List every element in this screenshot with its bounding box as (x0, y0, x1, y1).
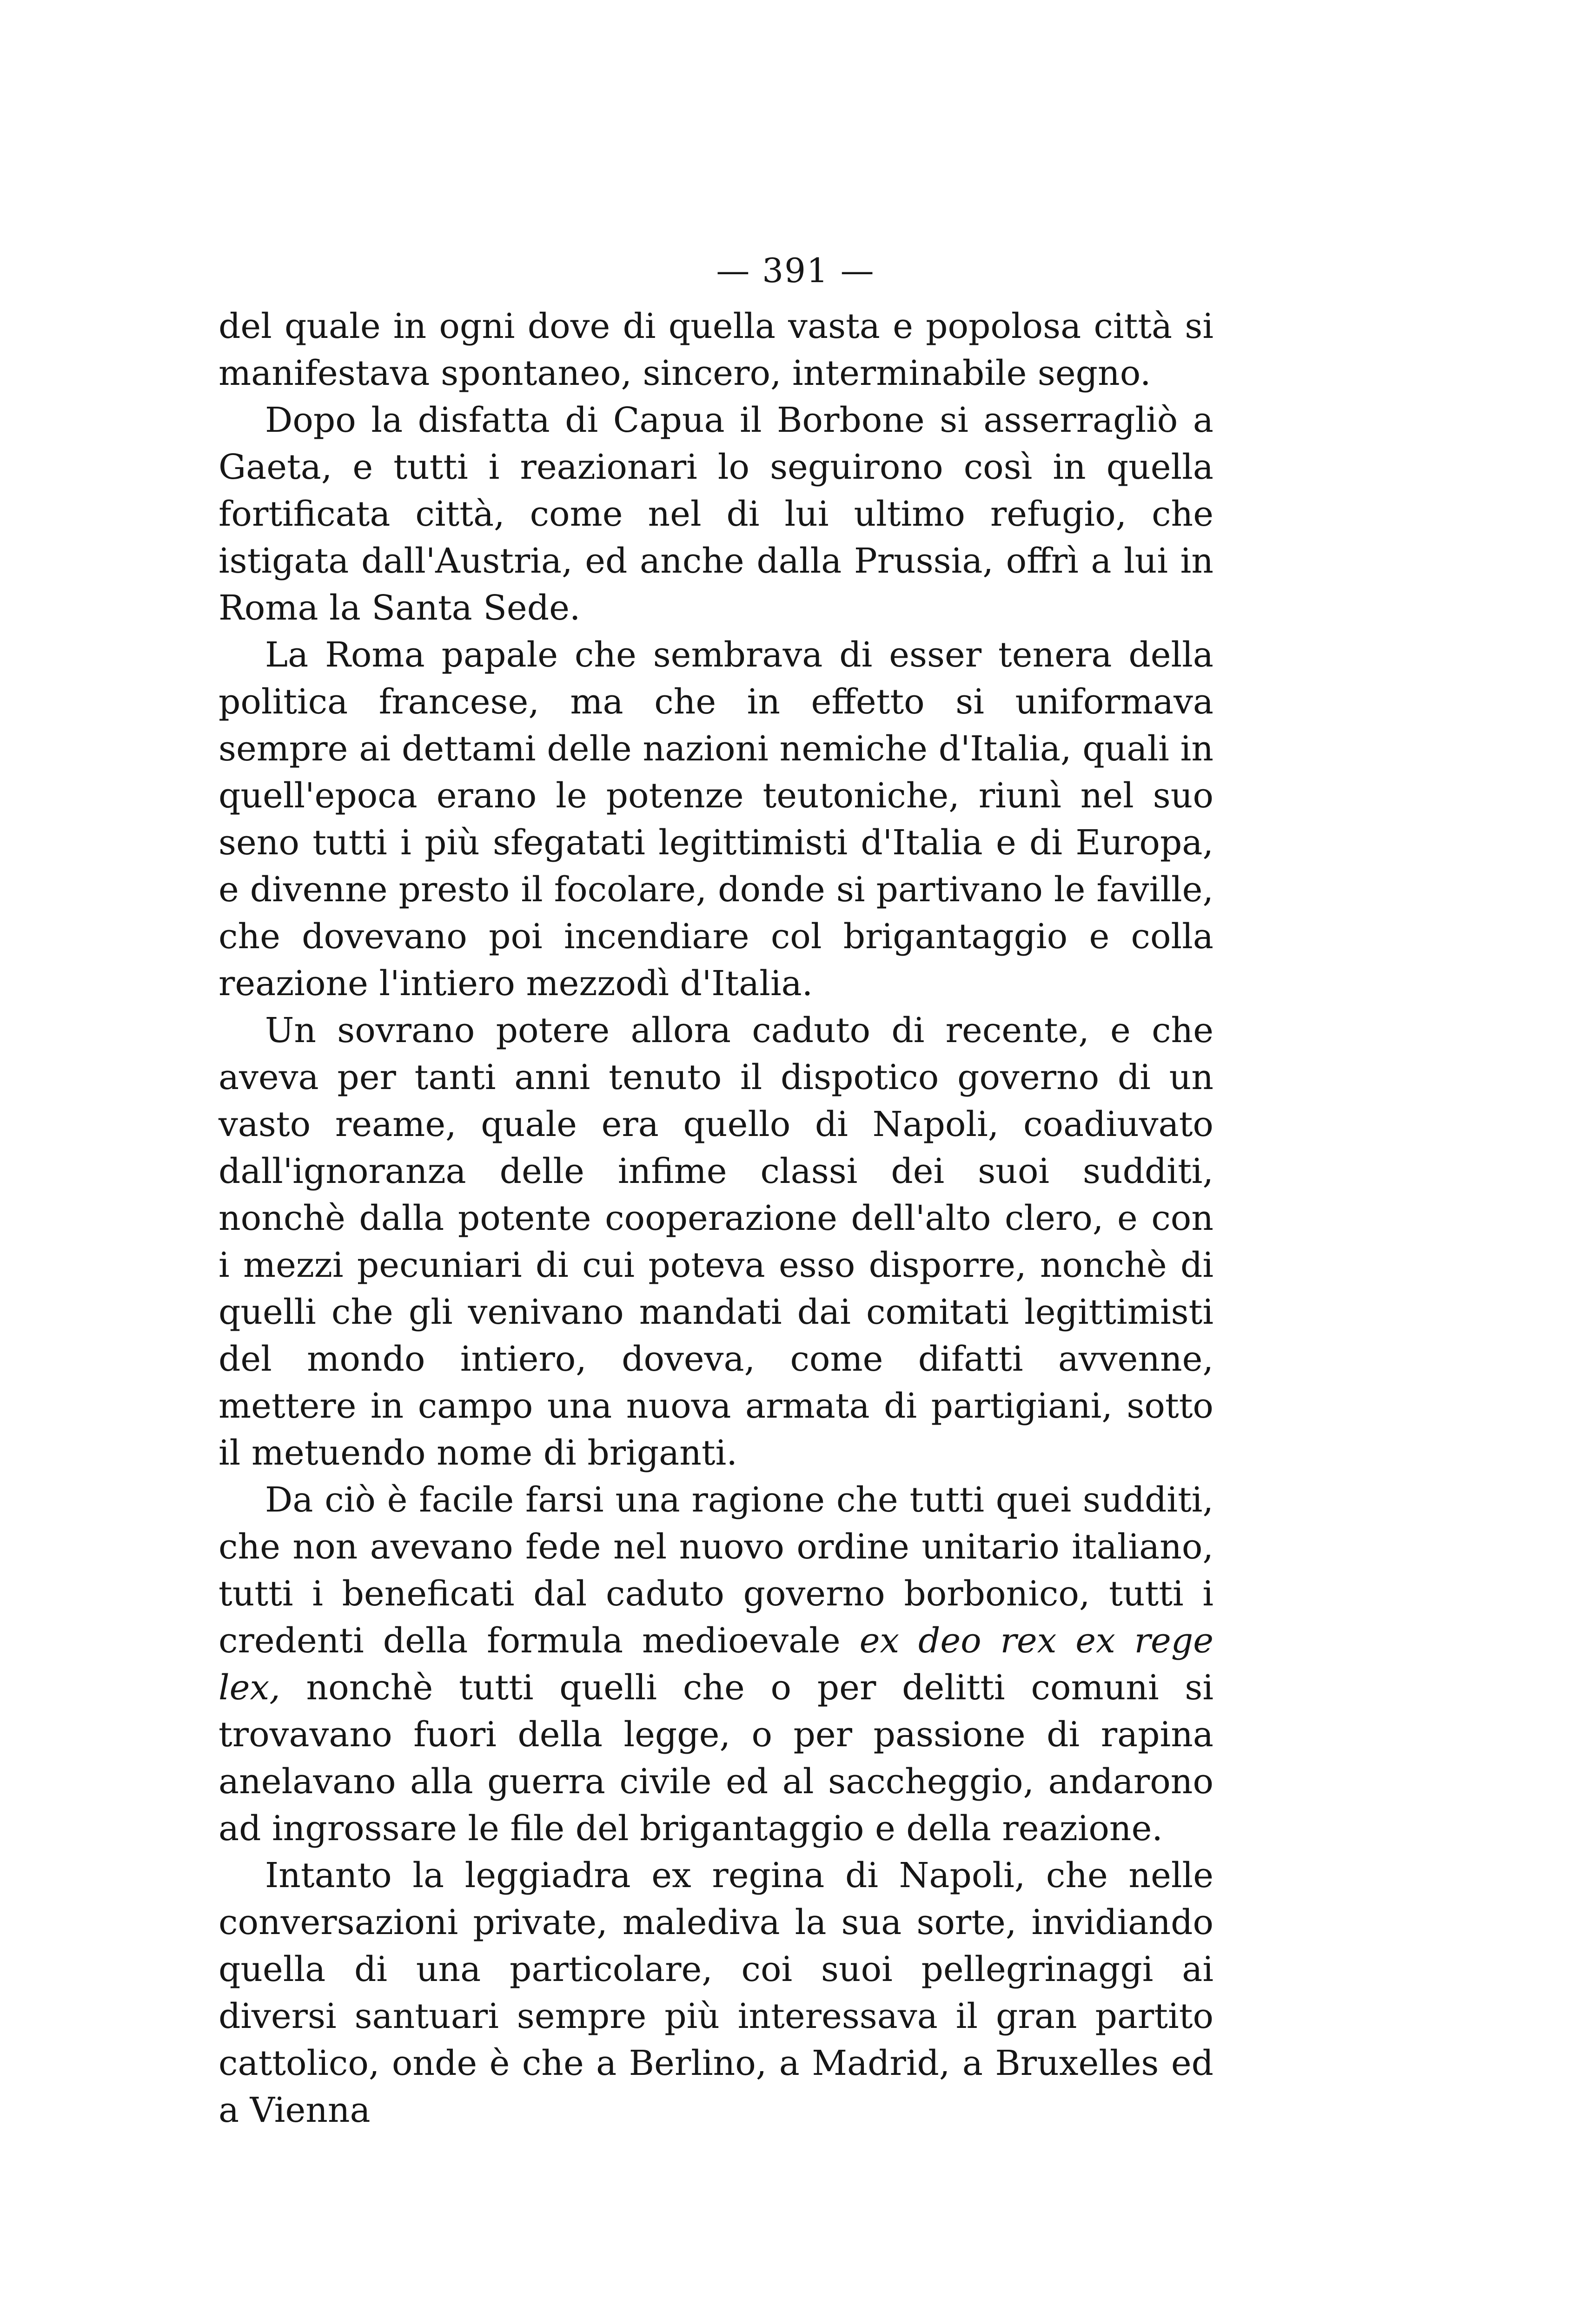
page-number: — 391 — (716, 251, 875, 290)
body-text (219, 303, 1213, 2134)
paragraph-5-text-after: nonchè tutti quelli che o per delitti comuni si trovavano fuori della legge, o per passione di rapina anelavano alla guerra civile ed al saccheggio, andarono ad ingrossare le file del brigantaggio e della reazione. (219, 1668, 1213, 1849)
paragraph-6: Intanto la leggiadra ex regina di Napoli, che nelle conversazioni private, malediva la sua sorte, invidiando quella di una particolare, coi suoi pellegrinaggi ai diversi santuari sempre più interessava il gran partito cattolico, onde è che a Berlino, a Madrid, a Bruxelles ed a Vienna (219, 1855, 1213, 2130)
paragraph-5-text-before: Da ciò è facile farsi una ragione che tutti quei sudditi, che non avevano fede nel nuovo ordine unitario italiano, tutti i beneficati dal caduto governo borbonico, tutti i credenti della formula medioevale (219, 1480, 1213, 1661)
latin-formula: ex deo rex ex rege lex, (219, 1621, 1214, 1708)
paragraph-2: Dopo la disfatta di Capua il Borbone si asserragliò a Gaeta, e tutti i reazionari lo seguirono così in quella fortificata città, come nel di lui ultimo refugio, che istigata dall'Austria, ed anche dalla Prussia, offrì a lui in Roma la Santa Sede. (219, 400, 1213, 628)
paragraph-5 (219, 1477, 1213, 1852)
paragraph-3: La Roma papale che sembrava di esser tenera della politica francese, ma che in effetto si uniformava sempre ai dettami delle nazioni nemiche d'Italia, quali in quell'epoca erano le potenze teutoniche, riunì nel suo seno tutti i più sfegatati legittimisti d'Italia e di Europa, e divenne presto il focolare, donde si partivano le faville, che dovevano poi incendiare col brigantaggio e colla reazione l'intiero mezzodì d'Italia. (219, 635, 1213, 1004)
paragraph-4: Un sovrano potere allora caduto di recente, e che aveva per tanti anni tenuto il dispotico governo di un vasto reame, quale era quello di Napoli, coadiuvato dall'ignoranza delle infime classi dei suoi sudditi, nonchè dalla potente cooperazione dell'alto clero, e con i mezzi pecuniari di cui poteva esso disporre, nonchè di quelli che gli venivano mandati dai comitati legittimisti del mondo intiero, doveva, come difatti avvenne, mettere in campo una nuova armata di partigiani, sotto il metuendo nome di briganti. (219, 1010, 1213, 1473)
paragraph-1: del quale in ogni dove di quella vasta e popolosa città si manifestava spontaneo, sincero, interminabile segno. (219, 306, 1213, 393)
